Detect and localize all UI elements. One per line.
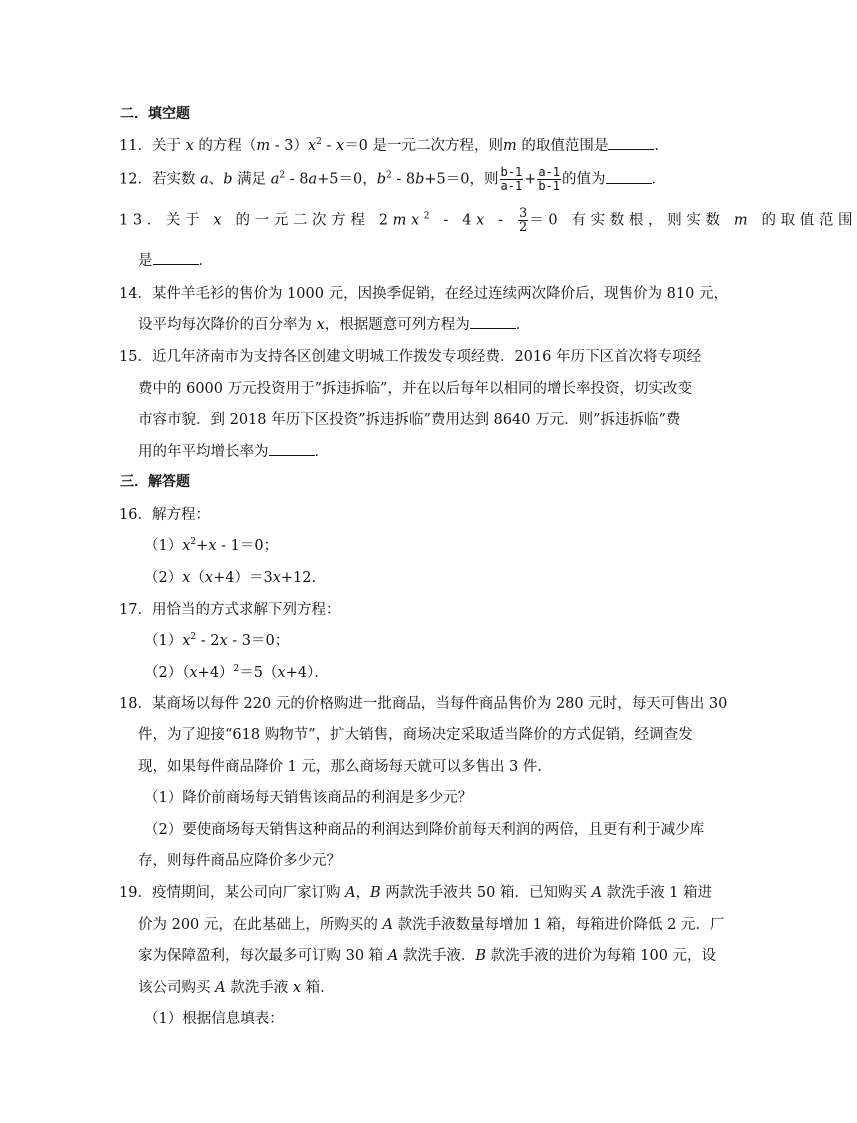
answer-blank[interactable] xyxy=(606,171,652,184)
text: ， xyxy=(355,885,371,901)
question-19-line3 xyxy=(138,944,716,965)
text: （ xyxy=(190,570,205,586)
text: 款洗手液 xyxy=(225,980,293,996)
question-18-line2: 件，为了迎接“618 购物节”，扩大销售，商场决定采取适当降价的方式促销，经调查发 xyxy=(138,727,693,743)
text: 13．关于 xyxy=(119,212,214,229)
fraction xyxy=(518,207,528,234)
text: +4）＝3 xyxy=(213,570,273,586)
text: 满足 xyxy=(232,171,271,188)
fraction-numerator: a-1 xyxy=(538,165,561,179)
section-heading-fill-in: 二．填空题 xyxy=(120,106,190,122)
text: ，根据题意可列方程为 xyxy=(324,317,470,333)
text: - xyxy=(321,138,336,154)
question-16: 16．解方程： xyxy=(119,507,210,523)
text: 的取值范围是 xyxy=(516,138,609,154)
text: 的取值范围 xyxy=(752,212,857,229)
question-18-part1: （1）降价前商场每天销售该商品的利润是多少元？ xyxy=(144,790,473,806)
text: （2）（ xyxy=(144,665,190,681)
question-17-part1 xyxy=(144,629,289,650)
exponent: 2 xyxy=(316,137,322,147)
fraction-denominator: 2 xyxy=(518,220,528,235)
question-15-line4 xyxy=(138,440,329,461)
exponent: 2 xyxy=(190,537,197,547)
section-heading-solve: 三．解答题 xyxy=(120,474,190,490)
text: + xyxy=(524,171,537,188)
text: 款洗手液的进价为每箱 100 元，设 xyxy=(486,948,717,964)
fraction-denominator: a-1 xyxy=(500,179,523,193)
text: - 3＝0； xyxy=(227,633,290,649)
var: b xyxy=(223,171,233,188)
var: a xyxy=(308,171,318,188)
text: 的方程（ xyxy=(193,138,257,154)
text: +5＝0， xyxy=(317,171,377,188)
question-18-line3: 现，如果每件商品降价 1 元，那么商场每天就可以多售出 3 件． xyxy=(138,759,552,775)
question-13-cont xyxy=(138,249,213,270)
var: x xyxy=(182,633,191,649)
text: 款洗手液数量每增加 1 箱，每箱进价降低 2 元．厂 xyxy=(393,917,725,933)
question-16-part2 xyxy=(144,566,326,587)
question-13 xyxy=(119,207,857,234)
var: x xyxy=(292,980,301,996)
question-18-part2-cont: 存，则每件商品应降价多少元？ xyxy=(138,853,341,869)
text: 价为 200 元，在此基础上，所购买的 xyxy=(138,917,383,933)
question-14-cont xyxy=(138,313,530,334)
var: B xyxy=(475,948,487,964)
var: A xyxy=(387,948,399,964)
text: （1） xyxy=(144,633,183,649)
exponent: 2 xyxy=(190,632,197,642)
text: ＝0 是一元二次方程，则 xyxy=(344,138,504,154)
var: A xyxy=(215,980,226,996)
var: m xyxy=(733,212,753,229)
var: x xyxy=(219,633,228,649)
var: x xyxy=(208,538,217,554)
question-19 xyxy=(119,881,712,902)
question-12 xyxy=(119,166,666,193)
text: - 2 xyxy=(196,633,220,649)
question-18-part2: （2）要使商场每天销售这种商品的利润达到降价前每天利润的两倍，且更有利于减少库 xyxy=(144,822,705,838)
var: A xyxy=(382,917,393,933)
var: B xyxy=(370,885,381,901)
text: + xyxy=(196,538,209,554)
var: x xyxy=(185,138,194,154)
question-19-line4 xyxy=(138,976,335,997)
question-18: 18．某商场以每件 220 元的价格购进一批商品，当每件商品售价为 280 元时，每天可售出 30 xyxy=(119,696,728,712)
text: ． xyxy=(651,171,667,188)
question-16-part1 xyxy=(144,534,278,555)
text: 、 xyxy=(208,171,224,188)
exponent: 2 xyxy=(386,170,392,181)
question-14: 14．某件羊毛衫的售价为 1000 元，因换季促销，在经过连续两次降价后，现售价为 810 元， xyxy=(119,286,728,302)
var: A xyxy=(345,885,356,901)
text: ． xyxy=(515,317,531,333)
text: +4）． xyxy=(285,665,329,681)
var: x xyxy=(204,570,214,586)
var: mx xyxy=(392,212,424,229)
fraction-denominator: b-1 xyxy=(538,179,561,193)
var: x xyxy=(213,212,227,229)
text: 该公司购买 xyxy=(138,980,216,996)
text: - 4 xyxy=(434,212,477,229)
var: x xyxy=(189,665,198,681)
text: 用的年平均增长率为 xyxy=(138,444,269,460)
text: 两款洗手液共 50 箱．已知购买 xyxy=(380,885,592,901)
var: x xyxy=(307,138,317,154)
text: 是 xyxy=(138,253,153,269)
var: m xyxy=(256,138,271,154)
answer-blank[interactable] xyxy=(608,137,654,150)
text: ． xyxy=(198,253,213,269)
exponent: 2 xyxy=(279,170,286,181)
question-15-line2: 费中的 6000 万元投资用于”拆违拆临”，并在以后每年以相同的增长率投资，切实改变 xyxy=(138,381,692,397)
text: 箱． xyxy=(301,980,335,996)
text: - 8 xyxy=(285,171,309,188)
text: （1） xyxy=(144,538,183,554)
fraction-numerator: b-1 xyxy=(500,165,523,179)
text: 19．疫情期间，某公司向厂家订购 xyxy=(119,885,346,901)
question-11 xyxy=(119,134,669,155)
var: A xyxy=(591,885,603,901)
text: ＝0 有实数根，则实数 xyxy=(529,212,734,229)
text: - xyxy=(488,212,517,229)
question-15: 15．近几年济南市为支持各区创建文明城工作拨发专项经费．2016 年历下区首次将专项经 xyxy=(119,349,701,365)
var: b xyxy=(415,171,425,188)
var: b xyxy=(376,171,387,188)
text: - 1＝0； xyxy=(216,538,279,554)
var: x xyxy=(182,538,191,554)
var: x xyxy=(336,138,345,154)
text: 的值为 xyxy=(562,171,606,188)
exponent: 2 xyxy=(233,664,240,674)
text: （2） xyxy=(144,570,183,586)
text: 11．关于 xyxy=(119,138,186,154)
answer-blank[interactable] xyxy=(269,443,315,456)
var: x xyxy=(316,317,325,333)
question-17: 17．用恰当的方式求解下列方程： xyxy=(119,602,341,618)
var: m xyxy=(503,138,517,154)
fraction xyxy=(500,166,524,193)
text: ． xyxy=(654,138,669,154)
var: x xyxy=(272,570,281,586)
text: 家为保障盈利，每次最多可订购 30 箱 xyxy=(138,948,388,964)
text: +5＝0，则 xyxy=(424,171,499,188)
answer-blank[interactable] xyxy=(153,252,199,265)
text: - 8 xyxy=(391,171,416,188)
question-15-line3: 市容市貌．到 2018 年历下区投资”拆违拆临”费用达到 8640 万元．则”拆违拆临”费 xyxy=(138,412,681,428)
var: x xyxy=(182,570,191,586)
text: 的一元二次方程 2 xyxy=(226,212,393,229)
text: 款洗手液 1 箱进 xyxy=(602,885,713,901)
text: - 3） xyxy=(270,138,308,154)
answer-blank[interactable] xyxy=(470,316,516,329)
var: a xyxy=(200,171,209,188)
text: ＝5（ xyxy=(239,665,278,681)
var: x xyxy=(476,212,489,229)
question-17-part2 xyxy=(144,661,329,682)
var: a xyxy=(270,171,280,188)
text: 12．若实数 xyxy=(119,171,201,188)
exponent: 2 xyxy=(423,211,435,222)
fraction xyxy=(537,166,561,193)
text: ． xyxy=(314,444,329,460)
question-19-part1: （1）根据信息填表： xyxy=(144,1011,284,1027)
text: 款洗手液． xyxy=(398,948,476,964)
fraction-numerator: 3 xyxy=(518,206,528,221)
text: 设平均每次降价的百分率为 xyxy=(138,317,317,333)
text: +4） xyxy=(197,665,234,681)
var: x xyxy=(277,665,286,681)
question-19-line2 xyxy=(138,913,725,934)
text: +12． xyxy=(280,570,327,586)
